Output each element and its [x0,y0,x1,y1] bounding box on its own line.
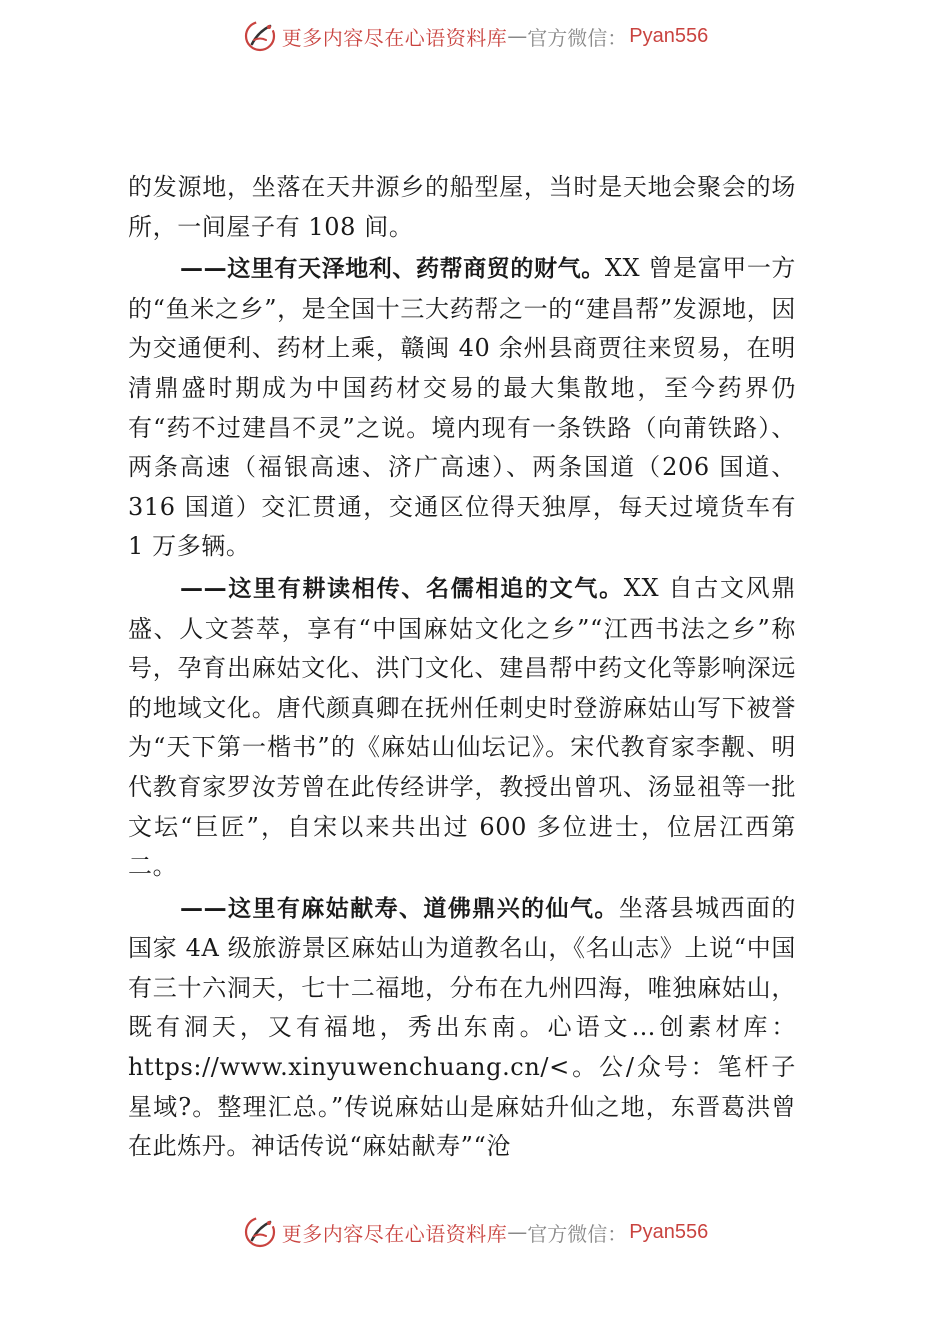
banner-wechat-id: Pyan556 [629,24,709,47]
footer-watermark-banner [0,1212,950,1252]
banner-side-text: 官方微信： [527,1221,628,1246]
paragraph-3-heading: ——这里有耕读相传、名儒相追的文气。 [180,575,624,602]
header-watermark-banner [0,16,950,56]
banner-wechat-id: Pyan556 [629,1220,709,1243]
paragraph-3-text: XX 自古文风鼎盛、人文荟萃，享有“中国麻姑文化之乡”“江西书法之乡”称号，孕育出麻姑文化、洪门文化、建昌帮中药文化等影响深远的地域文化。唐代颜真卿在抚州任刺史时登游麻姑山写下被誉为“天下第一楷书”的《麻姑山仙坛记》。宋代教育家李觏、明代教育家罗汝芳曾在此传经讲学，教授出曾巩、汤显祖等一批文坛“巨匠”，自宋以来共出过 600 多位进士，位居江西第二。 [128,573,796,881]
banner-side-text: 官方微信： [527,25,628,50]
paragraph-2 [128,249,796,567]
paragraph-4 [128,889,796,1167]
banner-dash: — [507,1220,528,1244]
paragraph-2-text: XX 曾是富甲一方的“鱼米之乡”，是全国十三大药帮之一的“建昌帮”发源地，因为交通便利、药材上乘，赣闽 40 余州县商贾往来贸易，在明清鼎盛时期成为中国药材交易的最大集散地，至今药界仍有“药不过建昌不灵”之说。境内现有一条铁路（向莆铁路）、两条高速（福银高速、济广高速）、两条国道（206 国道、316 国道）交汇贯通，交通区位得天独厚，每天过境货车有 1 万多辆。 [128,254,797,561]
banner-dash: — [507,24,528,48]
brush-logo-icon [242,18,278,54]
paragraph-2-heading: ——这里有天泽地利、药帮商贸的财气。 [180,256,605,283]
banner-main-text: 更多内容尽在心语资料库 [281,1221,508,1246]
paragraph-3 [128,569,796,887]
paragraph-4-text: 坐落县城西面的国家 4A 级旅游景区麻姑山为道教名山，《名山志》上说“中国有三十六洞天，七十二福地，分布在九州四海，唯独麻姑山，既有洞天，又有福地，秀出东南。心语文…创素材库：https://www.xinyuwenchuang.cn/<。公/众号：笔杆子星域?。整理汇总。”传说麻姑山是麻姑升仙之地，东晋葛洪曾在此炼丹。神话传说“麻姑献寿”“沧 [128,893,796,1161]
paragraph-1 [128,168,796,247]
document-body [128,168,796,1167]
paragraph-1-text: 的发源地，坐落在天井源乡的船型屋，当时是天地会聚会的场所，一间屋子有 108 间。 [128,173,796,241]
banner-main-text: 更多内容尽在心语资料库 [281,25,508,50]
paragraph-4-heading: ——这里有麻姑献寿、道佛鼎兴的仙气。 [180,895,619,922]
brush-logo-icon [242,1214,278,1250]
